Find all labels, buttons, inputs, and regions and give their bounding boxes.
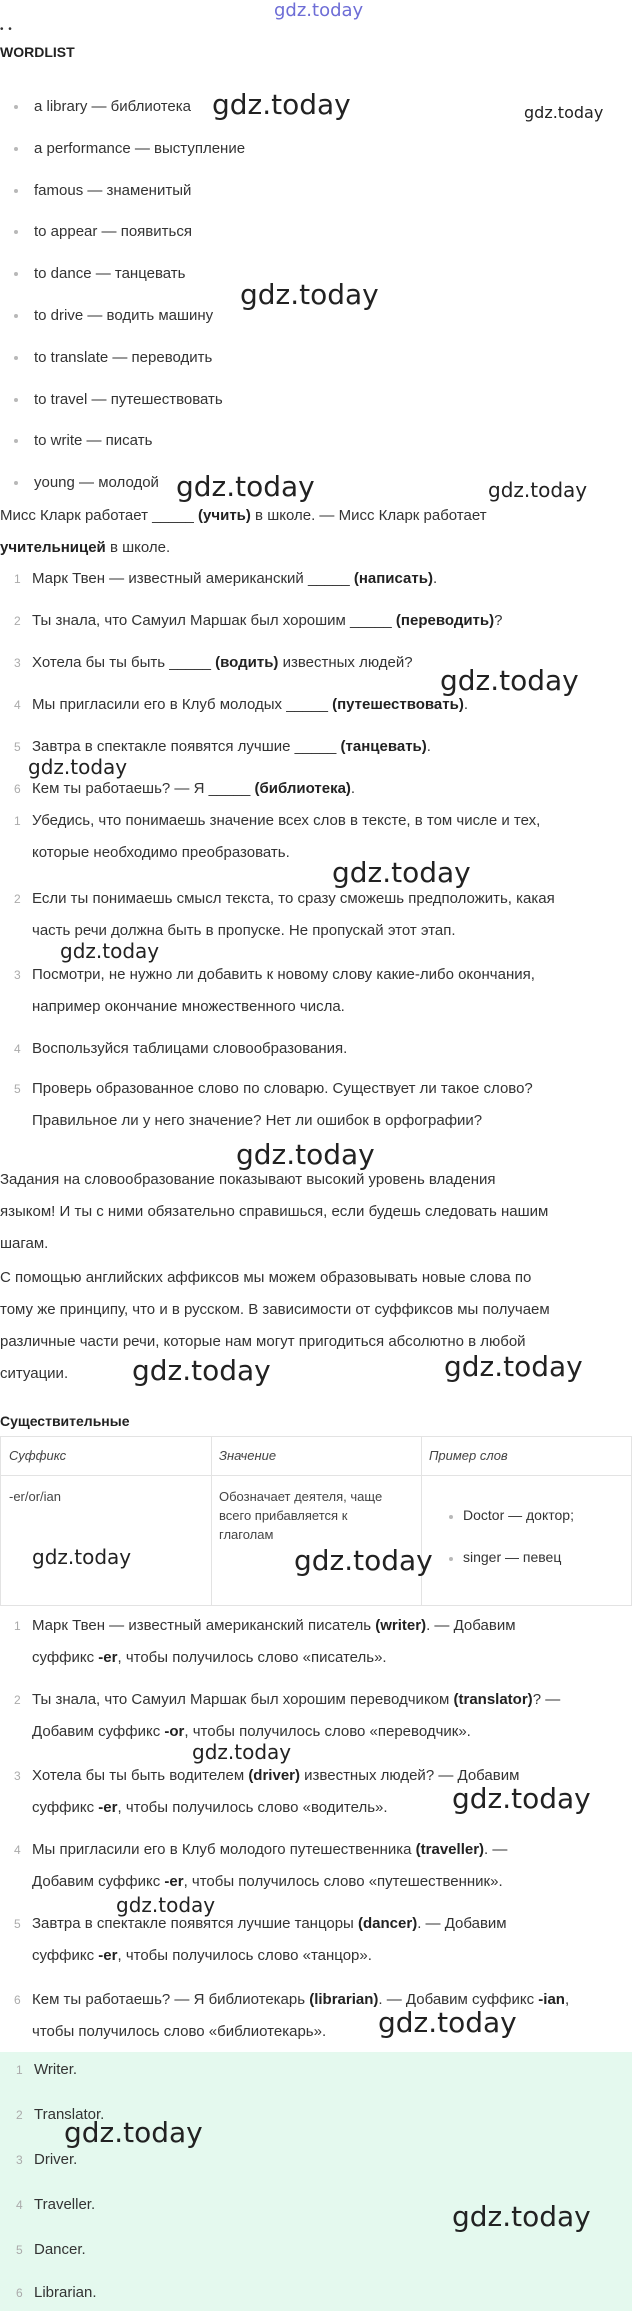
answer-word: (writer)	[375, 1617, 427, 1634]
step-text: например окончание множественного числа.	[32, 998, 345, 1015]
task-text: Завтра в спектакле появятся лучшие _____	[32, 738, 341, 755]
list-item: young — молодой	[0, 468, 632, 510]
task-text: известных людей?	[278, 654, 413, 671]
task-text: .	[426, 738, 431, 755]
explanation-item	[0, 1984, 632, 2052]
step-text: Если ты понимаешь смысл текста, то сразу сможешь предположить, какая	[32, 890, 555, 907]
watermark: gdz.today	[488, 478, 588, 502]
task-text: Кем ты работаешь? — Я _____	[32, 780, 255, 797]
suffix: -or	[164, 1723, 185, 1740]
suffix: -er	[164, 1873, 184, 1890]
list-item: to travel — путешествовать	[0, 385, 632, 427]
explanation-text: , чтобы получилось слово «водитель».	[117, 1799, 388, 1816]
watermark: gdz.today	[332, 856, 471, 889]
watermark: gdz.today	[64, 2116, 203, 2149]
suffix: -er	[98, 1649, 118, 1666]
answer-text: Traveller.	[34, 2196, 96, 2213]
step-text: Правильное ли у него значение? Нет ли ошибок в орфографии?	[32, 1112, 483, 1129]
explanation-text: Ты знала, что Самуил Маршак был хорошим переводчиком	[32, 1691, 454, 1708]
watermark: gdz.today	[444, 1350, 583, 1383]
item-number: 4	[14, 698, 21, 712]
explanation-text: Добавим суффикс	[32, 1723, 165, 1740]
explanation-text: . —	[484, 1841, 508, 1858]
explanation-text: Добавим суффикс	[32, 1873, 165, 1890]
explanation-text: Кем ты работаешь? — Я библиотекарь	[32, 1991, 310, 2008]
answer-item	[16, 2284, 97, 2301]
paragraph-line: С помощью английских аффиксов мы можем образовывать новые слова по	[0, 1269, 532, 1286]
watermark: gdz.today	[240, 278, 379, 311]
item-number: 2	[14, 892, 21, 906]
table-cell-meaning	[219, 1487, 382, 1544]
explanation-item	[0, 1908, 632, 1984]
example-text: в школе. — Мисс Кларк работает	[250, 507, 487, 524]
step-item	[0, 805, 632, 883]
table-divider	[211, 1437, 212, 1605]
task-item	[0, 563, 632, 605]
list-item: to write — писать	[0, 426, 632, 468]
answer-word: (librarian)	[309, 1991, 379, 2008]
suffix: -er	[98, 1947, 118, 1964]
explanation-item	[0, 1834, 632, 1908]
intro-paragraph-1	[0, 1164, 630, 1260]
answer-box	[0, 2052, 632, 2311]
watermark: gdz.today	[378, 2006, 517, 2039]
watermark: gdz.today	[236, 1138, 375, 1171]
explanation-text: чтобы получилось слово «библиотекарь».	[32, 2023, 327, 2040]
item-number: 3	[16, 2153, 23, 2167]
paragraph-line: ситуации.	[0, 1365, 69, 1382]
task-text: .	[463, 696, 468, 713]
list-item: to translate — переводить	[0, 343, 632, 385]
answer-item	[16, 2241, 86, 2258]
watermark: gdz.today	[294, 1544, 433, 1577]
watermark: gdz.today	[524, 103, 604, 122]
step-text: Посмотри, не нужно ли добавить к новому слову какие-либо окончания,	[32, 966, 535, 983]
explanation-text: суффикс	[32, 1799, 99, 1816]
task-hint: (водить)	[215, 654, 279, 671]
list-item: to dance — танцевать	[0, 259, 632, 301]
item-number: 4	[16, 2198, 23, 2212]
task-text: .	[350, 780, 356, 797]
task-hint: (путешествовать)	[332, 696, 464, 713]
step-item	[0, 959, 632, 1033]
item-number: 5	[16, 2243, 23, 2257]
watermark: gdz.today	[32, 1545, 132, 1569]
watermark: gdz.today	[452, 2200, 591, 2233]
step-item	[0, 1073, 632, 1143]
cell-line: глаголам	[219, 1527, 274, 1542]
answer-word: (traveller)	[415, 1841, 485, 1858]
explanation-text: известных людей? — Добавим	[300, 1767, 520, 1784]
watermark: gdz.today	[452, 1782, 591, 1815]
explanation-item	[0, 1684, 632, 1760]
step-text: Воспользуйся таблицами словообразования.	[32, 1040, 348, 1057]
list-item: to drive — водить машину	[0, 301, 632, 343]
task-hint: (библиотека)	[254, 780, 351, 797]
explanation-text: , чтобы получилось слово «путешественник».	[183, 1873, 503, 1890]
item-number: 4	[14, 1042, 21, 1056]
item-number: 5	[14, 1917, 21, 1931]
watermark: gdz.today	[212, 88, 351, 121]
answer-item	[16, 2061, 78, 2078]
table-example-item: singer — певец	[463, 1549, 562, 1565]
column-header: Значение	[219, 1448, 277, 1463]
task-text: ?	[494, 612, 503, 629]
explanation-text: . — Добавим	[426, 1617, 516, 1634]
list-item: famous — знаменитый	[0, 176, 632, 218]
paragraph-line: Задания на словообразование показывают высокий уровень владения	[0, 1171, 496, 1188]
item-number: 3	[14, 656, 21, 670]
item-number: 6	[14, 1993, 21, 2007]
decorative-dots: • •	[0, 24, 13, 35]
watermark: gdz.today	[192, 1740, 292, 1764]
nouns-heading: Существительные	[0, 1413, 130, 1429]
task-text: Марк Твен — известный американский _____	[32, 570, 354, 587]
item-number: 4	[14, 1843, 21, 1857]
explanation-text: , чтобы получилось слово «танцор».	[117, 1947, 372, 1964]
explanation-text: . — Добавим	[417, 1915, 507, 1932]
task-item	[0, 605, 632, 647]
list-item: a performance — выступление	[0, 134, 632, 176]
cell-line: всего прибавляется к	[219, 1508, 348, 1523]
item-number: 2	[14, 614, 21, 628]
wordlist-heading: WORDLIST	[0, 44, 75, 60]
suffix: -er	[98, 1799, 118, 1816]
item-number: 6	[14, 782, 21, 796]
step-text: часть речи должна быть в пропуске. Не пропускай этот этап.	[32, 922, 456, 939]
explanation-text: суффикс	[32, 1649, 99, 1666]
explanation-text: Завтра в спектакле появятся лучшие танцоры	[32, 1915, 359, 1932]
watermark: gdz.today	[116, 1893, 216, 1917]
answer-text: Librarian.	[34, 2284, 97, 2301]
item-number: 3	[14, 1769, 21, 1783]
column-header: Пример слов	[429, 1448, 508, 1463]
example-answer: учительницей	[0, 539, 106, 556]
explanation-text: , чтобы получилось слово «переводчик».	[184, 1723, 471, 1740]
explanation-text: Марк Твен — известный американский писатель	[32, 1617, 376, 1634]
item-number: 2	[14, 1693, 21, 1707]
step-text: Проверь образованное слово по словарю. Существует ли такое слово?	[32, 1080, 533, 1097]
paragraph-line: тому же принципу, что и в русском. В зависимости от суффиксов мы получаем	[0, 1301, 550, 1318]
step-text: Убедись, что понимаешь значение всех слов в тексте, в том числе и тех,	[32, 812, 541, 829]
suffix: -ian	[538, 1991, 565, 2008]
task-hint: (переводить)	[395, 612, 495, 629]
answer-item	[16, 2196, 96, 2213]
paragraph-line: шагам.	[0, 1235, 49, 1252]
explanation-item	[0, 1610, 632, 1684]
answer-text: Dancer.	[34, 2241, 86, 2258]
table-cell-suffix: -er/or/ian	[9, 1489, 62, 1504]
site-logo[interactable]: gdz.today	[274, 0, 364, 21]
item-number: 6	[16, 2286, 23, 2300]
explanation-text: , чтобы получилось слово «писатель».	[117, 1649, 387, 1666]
paragraph-line: языком! И ты с ними обязательно справишься, если будешь следовать нашим	[0, 1203, 549, 1220]
watermark: gdz.today	[60, 939, 160, 963]
watermark: gdz.today	[28, 755, 128, 779]
table-divider	[421, 1437, 422, 1605]
paragraph-line: различные части речи, которые нам могут пригодиться абсолютно в любой	[0, 1333, 526, 1350]
answer-text: Writer.	[34, 2061, 78, 2078]
item-number: 1	[14, 572, 21, 586]
example-hint: (учить)	[198, 507, 251, 524]
example-text: Мисс Кларк работает _____	[0, 507, 199, 524]
watermark: gdz.today	[132, 1354, 271, 1387]
task-text: Хотела бы ты быть _____	[32, 654, 216, 671]
example-sentence	[0, 500, 630, 564]
task-hint: (танцевать)	[340, 738, 427, 755]
answer-text: Translator.	[34, 2106, 105, 2123]
steps-list	[0, 805, 632, 1143]
item-number: 1	[14, 1619, 21, 1633]
item-number: 2	[16, 2108, 23, 2122]
list-item: a library — библиотека	[0, 92, 632, 134]
item-number: 5	[14, 740, 21, 754]
list-item: to appear — появиться	[0, 217, 632, 259]
answer-word: (driver)	[248, 1767, 300, 1784]
step-text: которые необходимо преобразовать.	[32, 844, 290, 861]
column-header: Суффикс	[9, 1448, 67, 1463]
task-hint: (написать)	[353, 570, 433, 587]
answer-text: Driver.	[34, 2151, 78, 2168]
task-text: Мы пригласили его в Клуб молодых _____	[32, 696, 333, 713]
suffix-table	[0, 1436, 632, 1606]
explanation-text: . — Добавим суффикс	[378, 1991, 539, 2008]
explanation-text: Хотела бы ты быть водителем	[32, 1767, 249, 1784]
watermark: gdz.today	[176, 470, 315, 503]
example-text: в школе.	[105, 539, 171, 556]
item-number: 1	[16, 2063, 23, 2077]
table-divider	[1, 1475, 631, 1476]
explanation-text: Мы пригласили его в Клуб молодого путешественника	[32, 1841, 416, 1858]
step-item	[0, 1033, 632, 1073]
explanation-text: суффикс	[32, 1947, 99, 1964]
item-number: 5	[14, 1082, 21, 1096]
answer-item	[16, 2151, 78, 2168]
answer-word: (translator)	[453, 1691, 533, 1708]
item-number: 3	[14, 968, 21, 982]
item-number: 1	[14, 814, 21, 828]
table-example-item: Doctor — доктор;	[463, 1507, 574, 1523]
explanation-text: ? —	[532, 1691, 561, 1708]
explanation-list	[0, 1610, 632, 2052]
task-text: .	[432, 570, 438, 587]
cell-line: Обозначает деятеля, чаще	[219, 1489, 383, 1504]
task-text: Ты знала, что Самуил Маршак был хорошим _____	[32, 612, 396, 629]
answer-word: (dancer)	[358, 1915, 418, 1932]
explanation-text: ,	[564, 1991, 570, 2008]
watermark: gdz.today	[440, 664, 579, 697]
